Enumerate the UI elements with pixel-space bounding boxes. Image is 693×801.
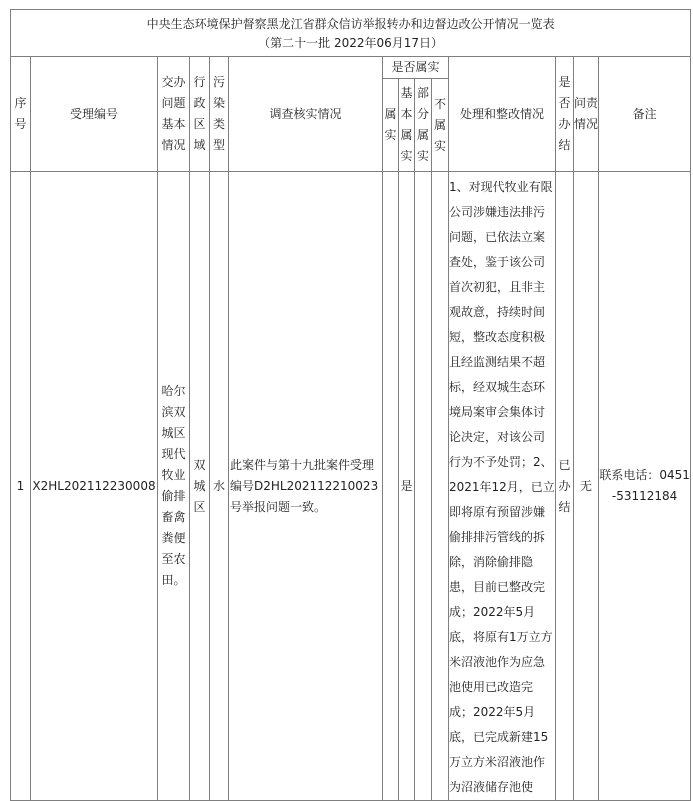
header-receipt-no: 受理编号 [31, 57, 158, 172]
header-handling: 处理和整改情况 [449, 57, 556, 172]
header-issue: 交办问题基本情况 [158, 57, 190, 172]
cell-partly-true [415, 172, 432, 801]
header-seq: 序号 [11, 57, 31, 172]
cell-region: 双城区 [190, 172, 210, 801]
header-basic-true: 基本属实 [399, 79, 415, 172]
header-remarks: 备注 [599, 57, 691, 172]
title-line-2: （第二十一批 2022年06月17日） [258, 36, 444, 50]
header-not-true: 不属实 [432, 79, 449, 172]
header-region: 行政区域 [190, 57, 210, 172]
cell-investigation: 此案件与第十九批案件受理编号D2HL202112210023号举报问题一致。 [229, 172, 383, 801]
header-truth-group: 是否属实 [383, 57, 449, 79]
header-pollution: 污染类型 [210, 57, 229, 172]
cell-remarks: 联系电话：0451-53112184 [599, 172, 691, 801]
disclosure-table [10, 9, 691, 801]
header-investigation: 调查核实情况 [229, 57, 383, 172]
cell-handling: 1、对现代牧业有限公司涉嫌违法排污问题，已依法立案查处，鉴于该公司首次初犯，且非主观故意，持续时间短，整改态度积极且经监测结果不超标，经双城生态环境局案审会集体讨论决定，对该公司行为不予处罚；2、2021年12月，已立即将原有预留涉嫌偷排排污管线的拆除，消除偷排隐患，目前已整改完成；2022年5月底，将原有1万立方米沼液池作为应急池使用已改造完成；2022年5月底，已完成新建15万立方米沼液池作为沼液储存池使 [449, 172, 556, 801]
cell-seq: 1 [11, 172, 31, 801]
cell-true [383, 172, 399, 801]
cell-receipt-no: X2HL202112230008 [31, 172, 158, 801]
table-row [11, 172, 691, 801]
header-true: 属实 [383, 79, 399, 172]
cell-basic-true: 是 [399, 172, 415, 801]
cell-issue: 哈尔滨双城区现代牧业偷排畜禽粪便至农田。 [158, 172, 190, 801]
cell-not-true [432, 172, 449, 801]
cell-pollution: 水 [210, 172, 229, 801]
table-title [11, 10, 691, 57]
header-partly-true: 部分属实 [415, 79, 432, 172]
title-line-1: 中央生态环境保护督察黑龙江省群众信访举报转办和边督边改公开情况一览表 [146, 17, 555, 31]
cell-accountability: 无 [574, 172, 599, 801]
header-accountability: 问责情况 [574, 57, 599, 172]
header-completed: 是否办结 [556, 57, 574, 172]
cell-completed: 已办结 [556, 172, 574, 801]
